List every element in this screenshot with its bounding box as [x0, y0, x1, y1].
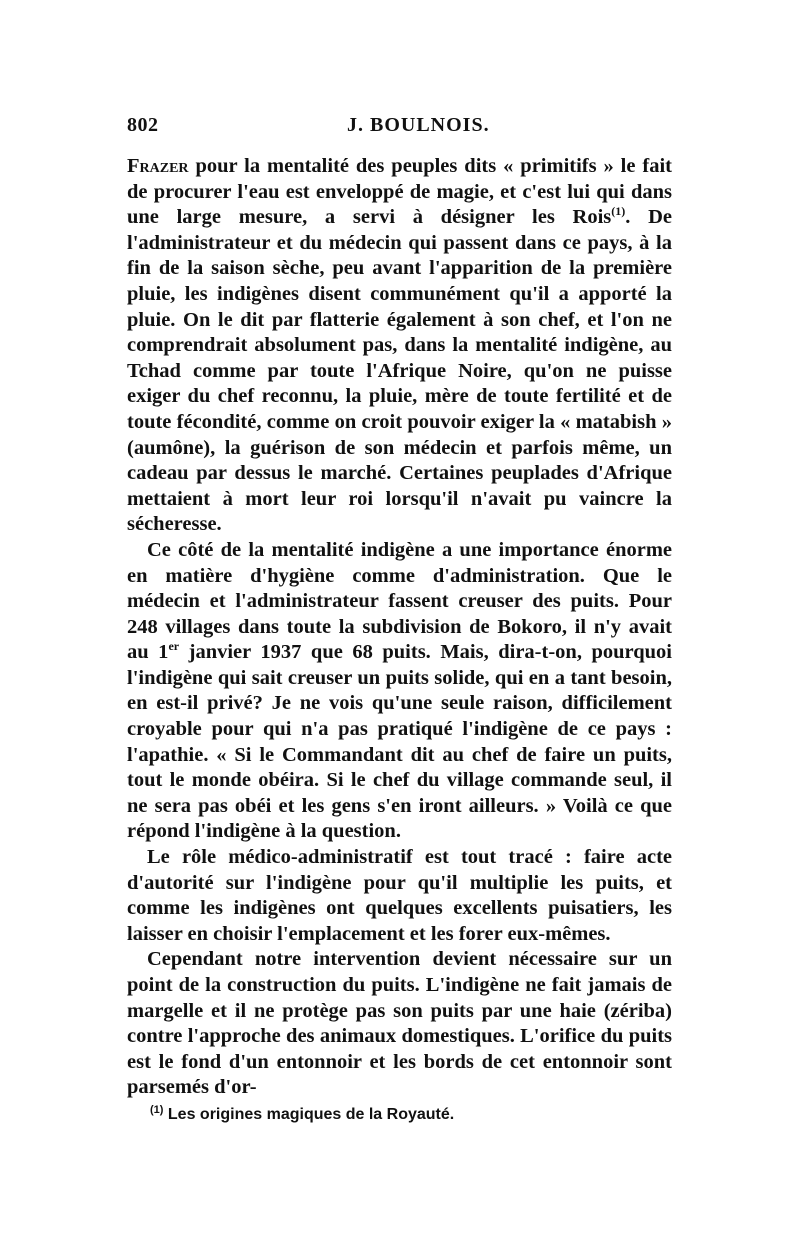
footnote-text: Les origines magiques de la Royauté.	[163, 1106, 455, 1123]
footnote-reference: (1)	[611, 204, 626, 219]
paragraph-1-text-b: . De l'administrateur et du médecin qui passent dans ce pays, à la fin de la saison sèche, peu avant l'apparition de la première pluie, les indigènes disent communément qu'il a apporté la pluie. On le dit par flatterie également à son chef, et l'on ne comprendrait absolument pas, dans la mentalité indigène, au Tchad comme par toute l'Afrique Noire, qu'on ne puisse exiger du chef reconnu, la pluie, mère de toute fertilité et de toute fécondité, comme on croit pouvoir exiger la « matabish » (aumône), la guérison de son médecin et parfois même, un cadeau par dessus le marché. Certaines peuplades d'Afrique mettaient à mort leur roi lorsqu'il n'avait pu vaincre la sécheresse.	[127, 206, 673, 536]
paragraph-2	[127, 538, 672, 845]
running-head	[127, 114, 672, 144]
paragraph-1	[127, 154, 672, 538]
paragraph-2-text-b: janvier 1937 que 68 puits. Mais, dira-t-on, pourquoi l'indigène qui sait creuser un puits solide, qui en a tant besoin, en est-il privé? Je ne vois qu'une seule raison, difficilement croyable pour qui n'a pas pratiqué l'indigène de ce pays : l'apathie. « Si le Commandant dit au chef de faire un puits, tout le monde obéira. Si le chef du village commande seul, il ne sera pas obéi et les gens s'en iront ailleurs. » Voilà ce que répond l'indigène à la question.	[127, 641, 672, 843]
paragraph-2-text-a: Ce côté de la mentalité indigène a une importance énorme en matière d'hygiène comme d'administration. Que le médecin et l'administrateur fassent creuser des puits. Pour 248 villages dans toute la subdivision de Bokoro, il n'y avait au 1	[127, 538, 672, 664]
footnote-marker: (1)	[150, 1104, 164, 1116]
body-text	[127, 154, 672, 1101]
author-name-frazer: Frazer	[127, 155, 189, 177]
ordinal-superscript: er	[168, 639, 180, 654]
paragraph-3: Le rôle médico-administratif est tout tracé : faire acte d'autorité sur l'indigène pour qu'il multiplie les puits, et comme les indigènes ont quelques excellents puisatiers, les laisser en choisir l'emplacement et les forer eux-mêmes.	[127, 846, 672, 945]
paragraph-1-text-a: pour la mentalité des peuples dits « primitifs » le fait de procurer l'eau est enveloppé de magie, et c'est lui qui dans une large mesure, a servi à désigner les Rois	[127, 155, 672, 229]
running-head-author: J. BOULNOIS.	[347, 114, 490, 136]
footnote	[150, 1106, 670, 1124]
page-number: 802	[127, 114, 159, 136]
paragraph-4: Cependant notre intervention devient nécessaire sur un point de la construction du puits. L'indigène ne fait jamais de margelle et il ne protège pas son puits par une haie (zériba) contre l'approche des animaux domestiques. L'orifice du puits est le fond d'un entonnoir et les bords de cet entonnoir sont parsemés d'or-	[127, 948, 672, 1099]
